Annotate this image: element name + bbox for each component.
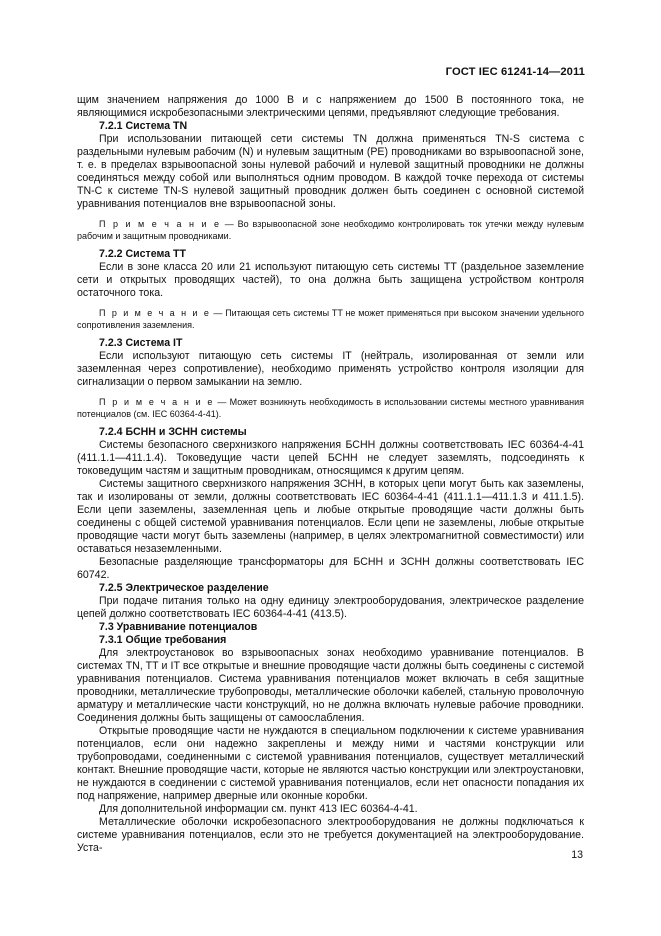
section-heading-7-2-5: 7.2.5 Электрическое разделение	[99, 582, 269, 594]
note	[77, 218, 584, 242]
section-heading-7-2-2: 7.2.2 Система TT	[99, 248, 186, 260]
note-label: П р и м е ч а н и е	[99, 308, 211, 318]
note-label: П р и м е ч а н и е	[99, 397, 215, 407]
page-number: 13	[571, 849, 583, 861]
paragraph: Если используют питающую сеть системы IT (нейтраль, изолированная от земли или заземленная через сопротивление), необходимо применять устройство контроля изоляции для сигнализации о первом замыкании на землю.	[77, 350, 584, 388]
section-heading-7-2-4: 7.2.4 БСНН и ЗСНН системы	[99, 426, 247, 438]
section-heading-7-3: 7.3 Уравнивание потенциалов	[99, 621, 258, 633]
paragraph: Если в зоне класса 20 или 21 используют питающую сеть системы TT (раздельное заземление сети и открытых проводящих частей), то она должна быть защищена устройством контроля остаточного тока.	[77, 261, 584, 299]
section-heading-7-2-3: 7.2.3 Система IT	[99, 337, 183, 349]
paragraph: Для дополнительной информации см. пункт 413 IEC 60364-4-41.	[99, 803, 418, 815]
paragraph: Безопасные разделяющие трансформаторы для БСНН и ЗСНН должны соответствовать IEC 60742.	[77, 556, 584, 581]
document-body	[77, 94, 584, 855]
paragraph: При подаче питания только на одну единицу электрооборудования, электрическое разделение цепей должно соответствовать IEC 60364-4-41 (413.5).	[77, 595, 584, 620]
paragraph: При использовании питающей сети системы TN должна применяться TN-S система с раздельными нулевым рабочим (N) и нулевым защитным (PE) проводниками во взрывоопасной зоне, т. е. в пределах взрывоопасной зоны нулевой рабочий и нулевой защитный проводники не должны соединяться между собой или выполняться одним проводом. В каждой точке перехода от системы TN-C к системе TN-S нулевой защитный проводник должен быть соединен с основной системой уравнивания потенциалов вне взрывоопасной зоны.	[77, 133, 584, 210]
note	[77, 307, 584, 331]
note	[77, 396, 584, 420]
paragraph: щим значением напряжения до 1000 В и с напряжением до 1500 В постоянного тока, не являющимися искробезопасными электрическими цепями, предъявляют следующие требования.	[77, 94, 584, 119]
paragraph: Открытые проводящие части не нуждаются в специальном подключении к системе уравнивания потенциалов, если они надежно закреплены и между ними и частями конструкции или трубопроводами, соединенными с системой уравнивания потенциалов, существует металлический контакт. Внешние проводящие части, которые не являются частью конструкции или электроустановки, не нуждаются в соединении с системой уравнивания потенциалов, если нет опасности попадания их под напряжение, например дверные или оконные коробки.	[77, 725, 584, 802]
paragraph: Для электроустановок во взрывоопасных зонах необходимо уравнивание потенциалов. В системах TN, TT и IT все открытые и внешние проводящие части должны быть соединены с системой уравнивания потенциалов. Система уравнивания потенциалов может включать в себя защитные проводники, металлические трубопроводы, металлические оболочки кабелей, стальную проволочную арматуру и металлические части конструкций, но не должна включать нулевые рабочие проводники. Соединения должны быть защищены от самоослабления.	[77, 647, 584, 724]
note-text: — Может возникнуть необходимость в использовании системы местного уравнивания потенциалов (см. IEC 60364-4-41).	[77, 397, 584, 419]
section-heading-7-2-1: 7.2.1 Система TN	[99, 120, 188, 132]
paragraph: Системы защитного сверхнизкого напряжения ЗСНН, в которых цепи могут быть как заземлены, так и изолированы от земли, должны соответствовать IEC 60364-4-41 (411.1.1—411.1.3 и 411.1.5). Если цепи заземлены, заземленная цепь и любые открытые проводящие части должны быть соединены с общей системой уравнивания потенциалов. Если цепи не заземлены, любые открытые проводящие части могут быть заземлены (например, в целях электромагнитной совместимости) или оставаться незаземленными.	[77, 478, 584, 555]
document-header: ГОСТ IEC 61241-14—2011	[445, 66, 585, 78]
note-label: П р и м е ч а н и е	[99, 219, 221, 229]
paragraph: Системы безопасного сверхнизкого напряжения БСНН должны соответствовать IEC 60364-4-41 (411.1.1—411.1.4). Токоведущие части цепей БСНН не следует заземлять, подсоединять к токоведущим частям и защитным проводникам, относящимся к другим цепям.	[77, 439, 584, 477]
section-heading-7-3-1: 7.3.1 Общие требования	[99, 634, 227, 646]
paragraph: Металлические оболочки искробезопасного электрооборудования не должны подключаться к системе уравнивания потенциалов, если это не требуется документацией на электрооборудование. Уста-	[77, 816, 584, 854]
note-text: — Питающая сеть системы TT не может применяться при высоком значении удельного сопротивления заземления.	[77, 308, 584, 330]
note-text: — Во взрывоопасной зоне необходимо контролировать ток утечки между нулевым рабочим и защитным проводниками.	[77, 219, 584, 241]
